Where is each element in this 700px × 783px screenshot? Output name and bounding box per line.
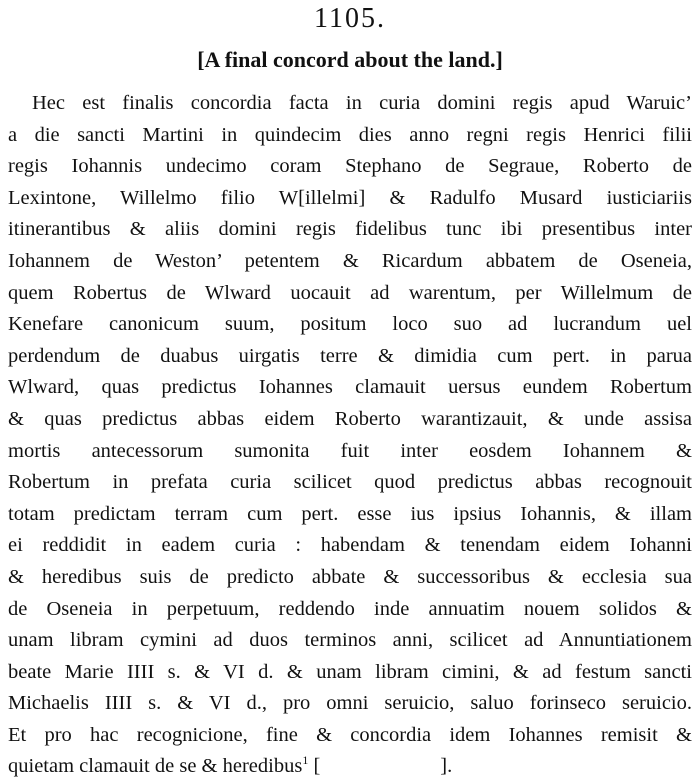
text-line: Kenefare canonicum suum, positum loco suo ad lucrandum uel: [8, 313, 692, 336]
text-line: Wlward, quas predictus Iohannes clamauit uersus eundem Robertum: [8, 376, 692, 399]
text-line: ei reddidit in eadem curia : habendam & tenendam eidem Iohanni: [8, 534, 692, 557]
text-line: Michaelis IIII s. & VI d., pro omni seruicio, saluo forinseco seruicio.: [8, 692, 692, 715]
text-line: & heredibus suis de predicto abbate & successoribus & ecclesia sua: [8, 565, 692, 588]
text-line: Lexintone, Willelmo filio W[illelmi] & Radulfo Musard iusticiariis: [8, 186, 692, 209]
text-line: unam libram cymini ad duos terminos anni, scilicet ad Annuntiationem: [8, 629, 692, 652]
text-line-last: [8, 751, 692, 783]
document-body: [8, 88, 692, 783]
text-line: Robertum in prefata curia scilicet quod predictus abbas recognouit: [8, 471, 692, 494]
text-line: Iohannem de Weston’ petentem & Ricardum abbatem de Oseneia,: [8, 249, 692, 272]
document-heading: [A final concord about the land.]: [197, 47, 503, 72]
text-line: totam predictam terram cum pert. esse ius ipsius Iohannis, & illam: [8, 502, 692, 525]
text-line: regis Iohannis undecimo coram Stephano de Segraue, Roberto de: [8, 155, 692, 178]
bracket-open: [: [313, 755, 321, 778]
text-line: & quas predictus abbas eidem Roberto warantizauit, & unde assisa: [8, 407, 692, 430]
last-line-text: quietam clamauit de se & heredibus: [8, 755, 303, 778]
text-line: beate Marie IIII s. & VI d. & unam libram cimini, & ad festum sancti: [8, 660, 692, 683]
text-line: Et pro hac recognicione, fine & concordia idem Iohannes remisit &: [8, 723, 692, 746]
text-line: a die sancti Martini in quindecim dies anno regni regis Henrici filii: [8, 123, 692, 146]
document-number: 1105.: [314, 3, 386, 34]
text-line: itinerantibus & aliis domini regis fidelibus tunc ibi presentibus inter: [8, 218, 692, 241]
text-line: perdendum de duabus uirgatis terre & dimidia cum pert. in parua: [8, 344, 692, 367]
text-line: quem Robertus de Wlward uocauit ad warentum, per Willelmum de: [8, 281, 692, 304]
text-line: mortis antecessorum sumonita fuit inter eosdem Iohannem &: [8, 439, 692, 462]
text-line: Hec est finalis concordia facta in curia domini regis apud Waruic’: [32, 92, 692, 114]
bracket-close: ].: [440, 755, 453, 778]
footnote-marker: 1: [302, 753, 309, 768]
text-line: de Oseneia in perpetuum, reddendo inde annuatim nouem solidos &: [8, 597, 692, 620]
